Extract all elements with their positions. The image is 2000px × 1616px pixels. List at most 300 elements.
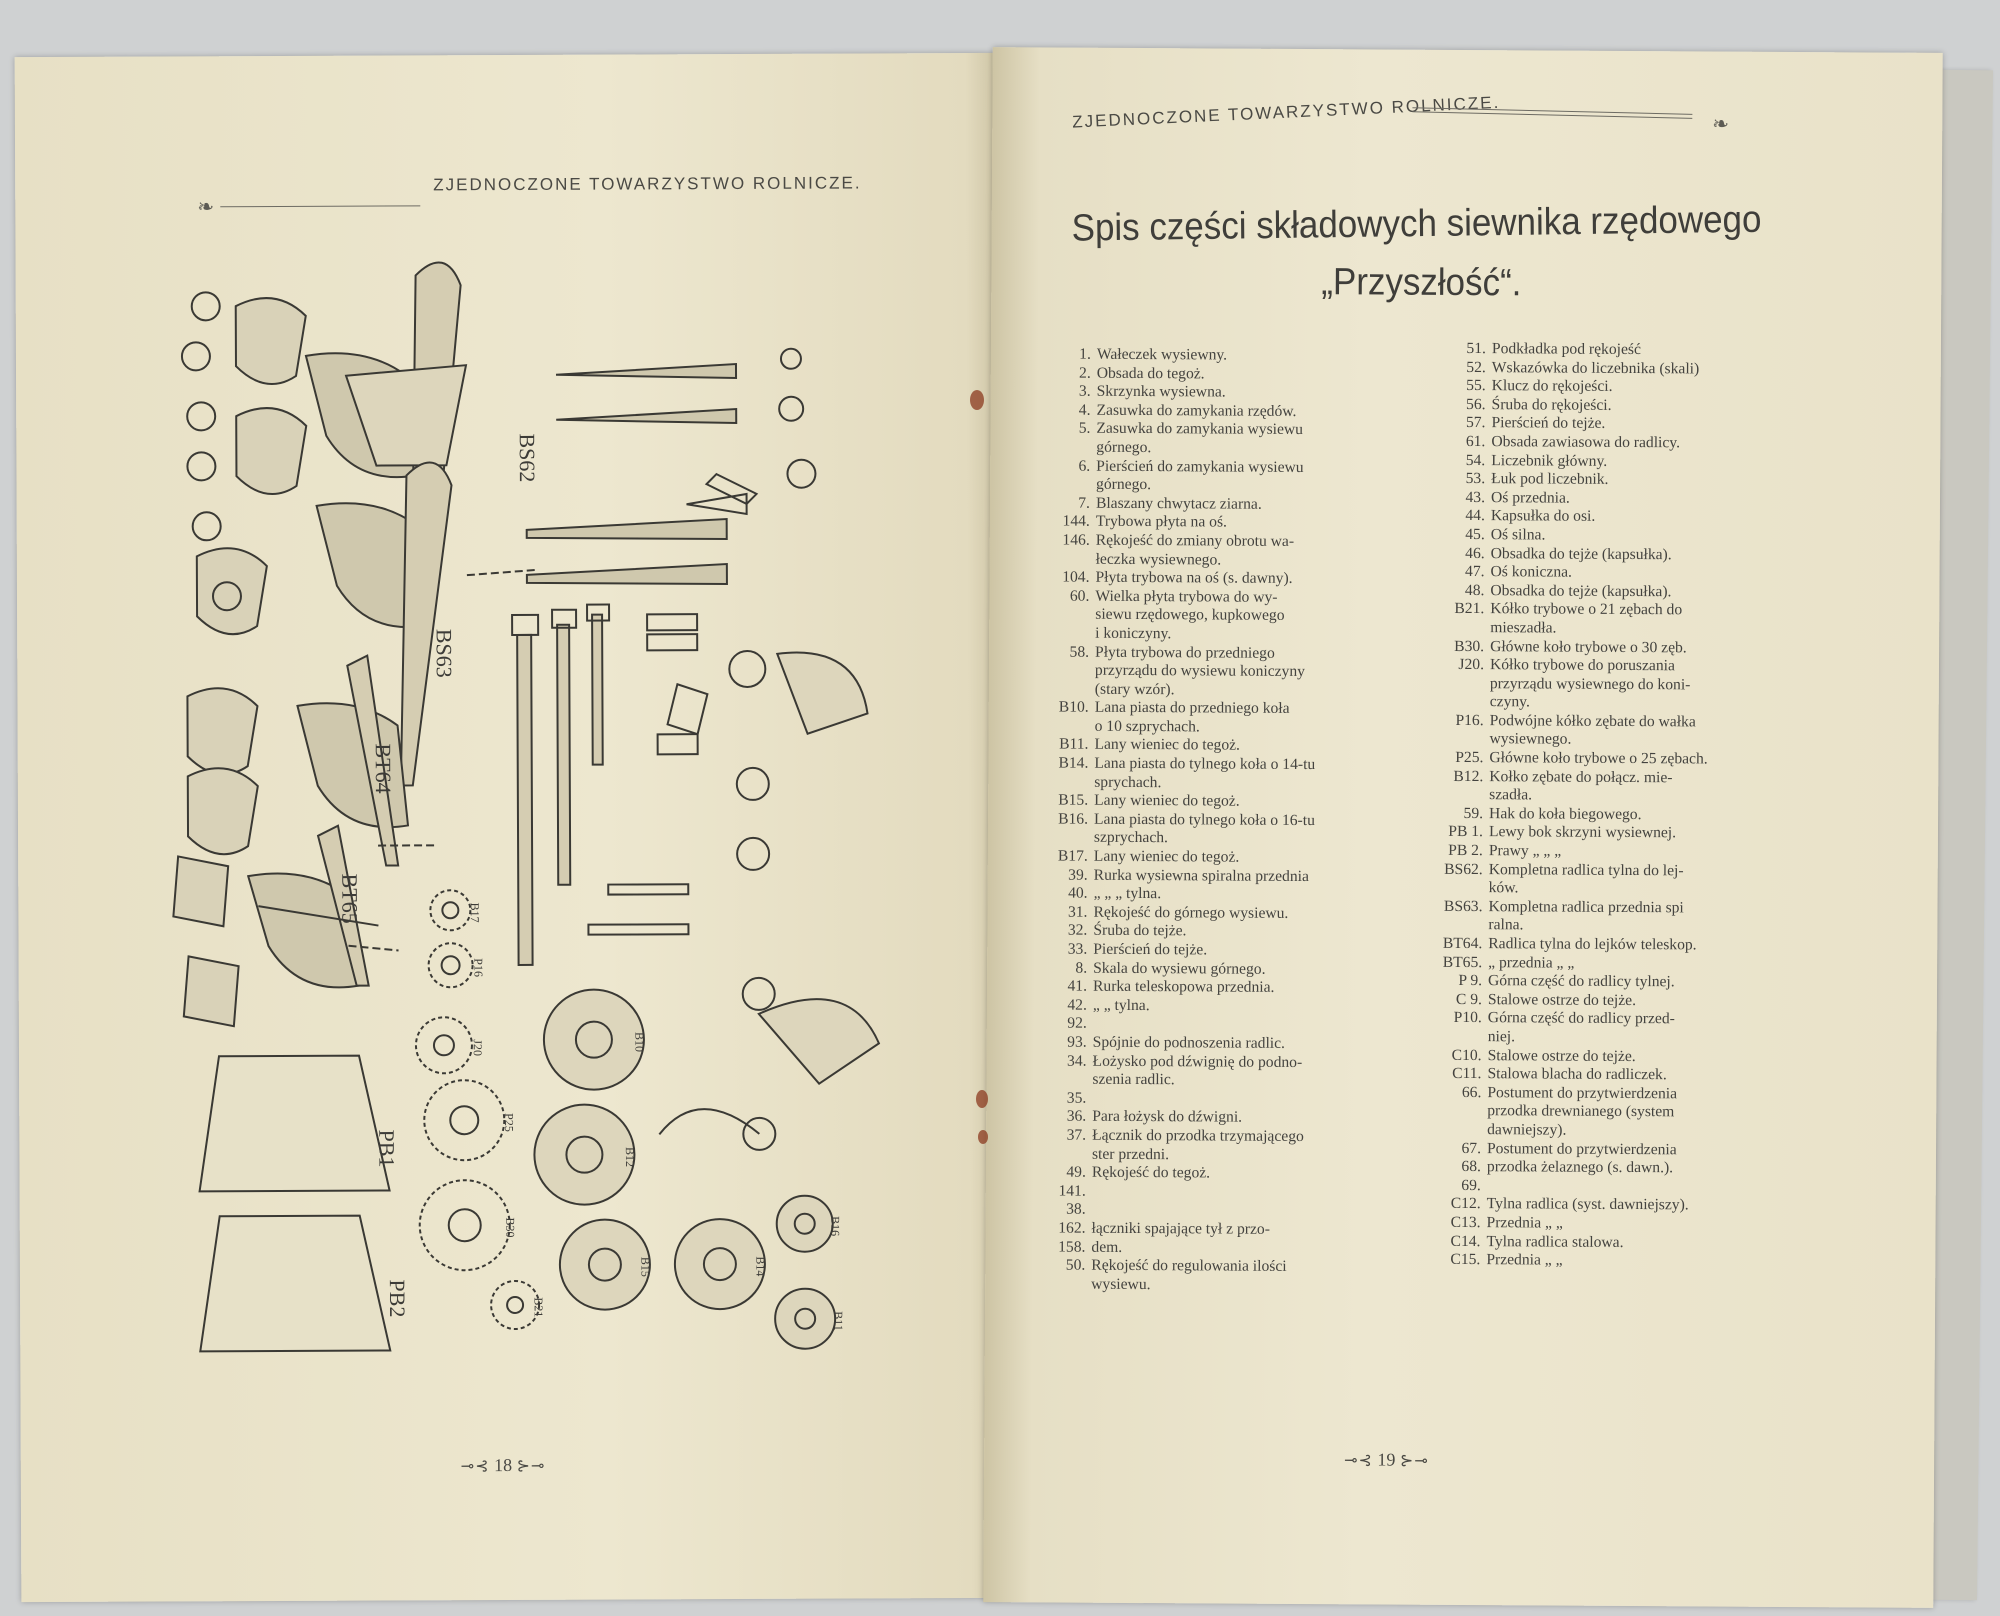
parts-list-entry	[1441, 1139, 1811, 1160]
running-head-right: ZJEDNOCZONE TOWARZYSTWO ROLNICZE.	[1071, 92, 1501, 132]
label-b10: B10	[632, 1031, 647, 1052]
parts-list-entry	[1441, 1177, 1811, 1198]
part-description: Para łożysk do dźwigni.	[1092, 1108, 1243, 1126]
parts-list-entry	[1444, 656, 1814, 677]
parts-list-entry	[1441, 1158, 1811, 1179]
parts-list-entry	[1051, 364, 1396, 385]
parts-list-entry	[1446, 358, 1816, 379]
parts-list-entry	[1445, 414, 1815, 435]
part-description: czyny.	[1489, 693, 1530, 711]
part-description: sprychach.	[1094, 773, 1162, 791]
parts-list-entry	[1442, 991, 1812, 1012]
label-b15: B15	[638, 1256, 653, 1277]
part-description: Skala do wysiewu górnego.	[1093, 959, 1266, 978]
part-description: Główne koło trybowe o 30 zęb.	[1490, 637, 1687, 656]
parts-list-entry	[1445, 451, 1815, 472]
parts-list-entry	[1049, 606, 1394, 627]
part-number: 50.	[1065, 1256, 1086, 1274]
part-number: 33.	[1067, 940, 1088, 958]
part-number	[1046, 1071, 1092, 1090]
ornament-right: ❧	[1712, 113, 1730, 136]
part-number: B14.	[1058, 754, 1089, 772]
part-number: BT65.	[1442, 953, 1483, 971]
parts-list-entry	[1442, 935, 1812, 956]
parts-list-entry	[1045, 1219, 1390, 1240]
part-description: Lewy bok skrzyni wysiewnej.	[1488, 823, 1677, 842]
part-description: Obsada zawiasowa do radlicy.	[1491, 433, 1681, 452]
part-number: B10.	[1058, 698, 1089, 716]
part-description: Obsadka do tejże (kapsułka).	[1490, 581, 1672, 600]
parts-list-entry	[1443, 786, 1813, 807]
parts-list-entry	[1445, 470, 1815, 491]
part-number: B17.	[1057, 847, 1088, 865]
part-number: C10.	[1451, 1046, 1482, 1064]
rust-stain	[970, 390, 984, 410]
part-number: BS62.	[1444, 860, 1483, 878]
page-number-left: ⊸⊰ 18 ⊱⊸	[460, 1454, 546, 1476]
parts-list-entry	[1051, 345, 1396, 366]
part-number: 144.	[1062, 512, 1090, 531]
label-b12: B12	[622, 1146, 637, 1168]
part-number: 40.	[1068, 884, 1088, 902]
part-number: 58.	[1069, 643, 1090, 661]
part-description: Prawy „ „ „	[1488, 842, 1562, 860]
part-number: 2.	[1079, 364, 1091, 382]
label-pb2: PB2	[384, 1279, 411, 1318]
part-number: 5.	[1078, 420, 1091, 438]
parts-list-entry	[1046, 1126, 1391, 1147]
parts-list-entry	[1440, 1251, 1810, 1272]
part-description: Spójnie do podnoszenia radlic.	[1092, 1033, 1286, 1052]
part-description: dawniejszy).	[1487, 1121, 1567, 1139]
parts-list-entry	[1047, 1033, 1392, 1054]
part-number: 8.	[1075, 959, 1088, 977]
parts-list-entry	[1046, 1164, 1391, 1185]
parts-list-entry	[1047, 959, 1392, 980]
parts-list-entry	[1443, 730, 1813, 751]
part-number: B21.	[1454, 600, 1485, 618]
label-p16: P16	[471, 958, 486, 978]
parts-list-entry	[1049, 643, 1394, 664]
part-description: szprychach.	[1093, 829, 1169, 847]
part-number: 48.	[1464, 581, 1485, 599]
parts-list-entry	[1443, 861, 1813, 882]
part-number: B16.	[1058, 810, 1089, 828]
part-description: Kompletna radlica tylna do lej-	[1488, 860, 1684, 879]
part-description: Śruba do tejże.	[1093, 922, 1187, 940]
parts-list-right-column	[1440, 340, 1816, 1272]
part-description: i koniczyny.	[1095, 624, 1172, 643]
part-description: przodka żelaznego (s. dawn.).	[1486, 1158, 1674, 1177]
part-description: Rurka wysiewna spiralna przednia	[1093, 866, 1309, 885]
part-number: 49.	[1066, 1163, 1086, 1181]
part-number: 61.	[1465, 432, 1486, 451]
part-number: 4.	[1078, 401, 1091, 419]
parts-list-entry	[1045, 1275, 1390, 1296]
part-number: C 9.	[1455, 990, 1483, 1008]
parts-list-entry	[1443, 768, 1813, 789]
part-description: Stalowe ostrze do tejże.	[1487, 1046, 1636, 1065]
part-number	[1441, 1102, 1487, 1121]
part-number: 7.	[1078, 494, 1091, 512]
part-number: 35.	[1066, 1089, 1087, 1107]
rust-stain	[978, 1130, 988, 1144]
parts-list-entry	[1047, 978, 1392, 999]
right-page	[983, 47, 1942, 1608]
parts-list-entry	[1444, 712, 1814, 733]
part-number	[1050, 438, 1096, 457]
parts-list-entry	[1045, 1238, 1390, 1259]
parts-list-entry	[1444, 582, 1814, 603]
part-number: 56.	[1466, 395, 1486, 413]
part-number: C14.	[1450, 1232, 1481, 1250]
parts-list-entry	[1047, 922, 1392, 943]
label-pb1: PB1	[374, 1129, 400, 1168]
part-description: Pierścień do zamykania wysiewu	[1096, 457, 1304, 476]
part-number: B11.	[1059, 736, 1089, 754]
part-number	[1444, 619, 1490, 638]
part-description: górnego.	[1096, 438, 1152, 457]
part-description: Blaszany chwytacz ziarna.	[1095, 494, 1262, 513]
parts-list-entry	[1441, 1065, 1811, 1086]
head-rule-right	[1412, 107, 1692, 119]
part-description: Płyta trybowa na oś (s. dawny).	[1095, 568, 1293, 588]
parts-list-entry	[1443, 749, 1813, 770]
part-description: wysiewu.	[1091, 1275, 1151, 1293]
parts-list-entry	[1050, 401, 1395, 422]
part-description: siewu rzędowego, kupkowego	[1095, 606, 1285, 625]
parts-list-entry	[1048, 755, 1393, 776]
parts-list-entry	[1442, 972, 1812, 993]
part-description: Zasuwka do zamykania wysiewu	[1096, 420, 1304, 439]
part-description: „ „ tylna.	[1092, 996, 1150, 1014]
part-description: ralna.	[1488, 916, 1524, 934]
parts-list-entry	[1046, 1201, 1391, 1222]
part-number: 3.	[1078, 382, 1091, 400]
parts-list-entry	[1442, 1046, 1812, 1067]
part-description: Lany wieniec do tegoż.	[1094, 736, 1241, 755]
parts-list-entry	[1046, 1089, 1391, 1110]
parts-list-entry	[1046, 1145, 1391, 1166]
part-number	[1443, 786, 1489, 805]
part-description: Wskazówka do liczebnika (skali)	[1491, 358, 1700, 378]
parts-list-entry	[1047, 996, 1392, 1017]
part-description: Lana piasta do tylnego koła o 16-tu	[1093, 810, 1315, 829]
part-number	[1443, 879, 1489, 898]
part-number: 41.	[1067, 977, 1088, 995]
part-number: 68.	[1461, 1158, 1481, 1176]
parts-list-entry	[1050, 457, 1395, 478]
part-description: Łuk pod liczebnik.	[1491, 470, 1609, 489]
document-title: Spis części składowych siewnika rzędowego	[1071, 198, 1762, 250]
part-description: Oś koniczna.	[1490, 563, 1573, 581]
part-number	[1444, 693, 1490, 712]
parts-list-entry	[1048, 866, 1393, 887]
part-description: Zasuwka do zamykania rzędów.	[1096, 401, 1297, 420]
ornament-left: ❧	[197, 196, 215, 219]
part-number: C15.	[1450, 1251, 1481, 1269]
label-b14: B14	[753, 1256, 768, 1277]
part-description	[1092, 1182, 1391, 1202]
part-description: Śruba do rękojeści.	[1491, 395, 1612, 414]
label-b30: B30	[503, 1217, 518, 1238]
part-description: Obsada do tegoż.	[1096, 364, 1205, 383]
part-description: Postument do przytwierdzenia	[1486, 1139, 1677, 1158]
part-description: łączniki spajające tył z przo-	[1091, 1219, 1270, 1238]
parts-list-entry	[1444, 675, 1814, 696]
parts-list-entry	[1441, 1195, 1811, 1216]
part-number: C11.	[1452, 1065, 1482, 1083]
part-description: wysiewnego.	[1489, 730, 1572, 749]
parts-list-entry	[1049, 699, 1394, 720]
part-number: 162.	[1058, 1219, 1086, 1237]
running-head-left: ZJEDNOCZONE TOWARZYSTWO ROLNICZE.	[433, 173, 862, 195]
part-number: 53.	[1465, 470, 1486, 488]
part-description: Kołko zębate do połącz. mie-	[1489, 767, 1673, 786]
part-description: Radlica tylna do lejków teleskop.	[1488, 935, 1697, 954]
parts-list-entry	[1442, 953, 1812, 974]
part-number	[1049, 662, 1095, 681]
part-number	[1050, 476, 1096, 495]
part-number: BS63.	[1443, 897, 1483, 915]
part-number	[1049, 624, 1095, 643]
parts-list-entry	[1446, 396, 1816, 417]
part-description: łeczka wysiewnego.	[1095, 550, 1222, 569]
part-description: Przednia „ „	[1486, 1251, 1563, 1269]
part-description: Skrzynka wysiewna.	[1096, 382, 1226, 401]
part-description: Łącznik do przodka trzymającego	[1092, 1126, 1304, 1145]
part-description: szenia radlic.	[1092, 1070, 1175, 1089]
part-description	[1487, 1177, 1811, 1198]
label-b17: B17	[467, 902, 482, 923]
part-description	[1092, 1201, 1391, 1221]
part-number: C13.	[1450, 1213, 1481, 1232]
parts-list-entry	[1049, 717, 1394, 738]
label-bt65: BT65	[337, 873, 363, 924]
part-number: 69.	[1461, 1176, 1481, 1194]
part-description: Pierścień do tejże.	[1491, 414, 1606, 433]
parts-list-entry	[1049, 569, 1394, 590]
parts-list-entry	[1050, 550, 1395, 571]
part-number: 92.	[1067, 1014, 1087, 1033]
parts-list-entry	[1442, 1009, 1812, 1030]
part-number: 31.	[1067, 903, 1088, 921]
part-number	[1049, 680, 1095, 699]
part-description: Płyta trybowa do przedniego	[1095, 643, 1275, 662]
part-description: Oś silna.	[1490, 526, 1546, 544]
part-description: ster przedni.	[1091, 1145, 1170, 1163]
part-number: 44.	[1465, 507, 1485, 525]
part-description: Przednia „ „	[1486, 1214, 1563, 1232]
part-description: Lana piasta do tylnego koła o 14-tu	[1094, 754, 1316, 774]
label-b11: B11	[831, 1311, 846, 1331]
parts-list-left-column	[1045, 345, 1396, 1295]
part-description: Rękojeść do tegoż.	[1091, 1163, 1211, 1182]
part-description: Postument do przytwierdzenia	[1487, 1083, 1678, 1103]
part-number: 51.	[1466, 340, 1486, 358]
part-number: 46.	[1465, 544, 1485, 562]
part-description: Wałeczek wysiewny.	[1096, 345, 1228, 364]
label-bt64: BT64	[370, 743, 396, 794]
part-number: 93.	[1067, 1033, 1087, 1051]
parts-list-entry	[1048, 829, 1393, 850]
part-description: „ przednia „ „	[1488, 953, 1575, 972]
parts-list-entry	[1444, 637, 1814, 658]
parts-list-entry	[1050, 438, 1395, 459]
parts-list-entry	[1049, 624, 1394, 645]
part-description: Klucz do rękojeści.	[1491, 377, 1613, 396]
part-number: 158.	[1058, 1238, 1086, 1256]
part-description: Rękojeść do zmiany obrotu wa-	[1095, 531, 1295, 550]
part-number: PB 2.	[1448, 841, 1483, 860]
page-number-right: ⊸⊰ 19 ⊱⊸	[1344, 1449, 1429, 1470]
part-description: Stalowe ostrze do tejże.	[1487, 990, 1637, 1009]
part-description	[1093, 1015, 1392, 1035]
part-description: ków.	[1488, 879, 1519, 897]
part-number: 6.	[1078, 457, 1091, 475]
part-number: 37.	[1066, 1126, 1087, 1144]
part-description: szadła.	[1489, 786, 1533, 804]
part-number: PB 1.	[1448, 823, 1484, 841]
part-description: przyrządu do wysiewu koniczyny	[1094, 661, 1306, 681]
parts-list-entry	[1047, 940, 1392, 961]
part-description: mieszadła.	[1490, 619, 1557, 637]
parts-list-entry	[1442, 916, 1812, 937]
rust-stain	[976, 1090, 988, 1108]
part-number: 38.	[1066, 1200, 1086, 1219]
part-number: 34.	[1067, 1052, 1087, 1070]
part-number: 54.	[1465, 451, 1486, 469]
part-description: dem.	[1091, 1238, 1123, 1256]
part-description: Łożysko pod dźwignię do podno-	[1092, 1052, 1303, 1071]
left-page	[15, 53, 1002, 1602]
parts-list-entry	[1441, 1084, 1811, 1105]
part-description: Podwójne kółko zębate do wałka	[1489, 712, 1696, 731]
parts-list-entry	[1442, 898, 1812, 919]
parts-list-entry	[1443, 879, 1813, 900]
part-number: 66.	[1461, 1083, 1482, 1101]
part-description: Górna część do radlicy przed-	[1487, 1009, 1675, 1028]
parts-list-entry	[1049, 662, 1394, 683]
part-description: przyrządu wysiewnego do koni-	[1489, 674, 1691, 694]
parts-list-entry	[1444, 600, 1814, 621]
part-number: 141.	[1058, 1182, 1086, 1200]
parts-list-entry	[1048, 885, 1393, 906]
part-description: Kółko trybowe do poruszania	[1489, 656, 1675, 675]
part-description: Tylna radlica (syst. dawniejszy).	[1486, 1195, 1689, 1214]
parts-list-entry	[1444, 619, 1814, 640]
part-number	[1046, 1145, 1092, 1164]
part-number: 43.	[1465, 488, 1486, 506]
part-description: Lana piasta do przedniego koła	[1094, 699, 1290, 718]
parts-list-entry	[1046, 1108, 1391, 1129]
parts-list-entry	[1445, 507, 1815, 528]
parts-list-entry	[1445, 489, 1815, 510]
part-number: 59.	[1463, 804, 1484, 822]
parts-list-entry	[1445, 433, 1815, 454]
part-description: Kółko trybowe o 21 zębach do	[1490, 600, 1683, 619]
part-description: Liczebnik główny.	[1491, 451, 1608, 470]
label-b21: B21	[531, 1297, 546, 1318]
part-number: B15.	[1058, 791, 1089, 809]
part-description: Główne koło trybowe o 25 zębach.	[1489, 749, 1708, 768]
part-description: przodka drewnianego (system	[1487, 1102, 1675, 1121]
part-number: BT64.	[1442, 934, 1483, 953]
parts-list-entry	[1050, 476, 1395, 497]
part-number: 36.	[1066, 1107, 1087, 1126]
part-number: P10.	[1453, 1009, 1482, 1027]
part-number	[1444, 675, 1490, 694]
part-number: P16.	[1455, 711, 1484, 729]
parts-list-entry	[1050, 420, 1395, 441]
parts-list-entry	[1048, 810, 1393, 831]
part-description: Lany wieniec do tegoż.	[1094, 791, 1240, 810]
label-bs63: BS63	[431, 628, 457, 678]
part-description: Trybowa płyta na oś.	[1095, 513, 1228, 531]
part-description: Hak do koła biegowego.	[1489, 805, 1642, 823]
part-description: Oś przednia.	[1490, 488, 1570, 507]
parts-list-entry	[1443, 805, 1813, 826]
part-description: Wielka płyta trybowa do wy-	[1095, 587, 1278, 606]
label-b16: B16	[828, 1216, 843, 1237]
parts-list-entry	[1440, 1232, 1810, 1253]
part-description: Górna część do radlicy tylnej.	[1488, 972, 1675, 991]
part-number: 55.	[1466, 377, 1486, 395]
part-number	[1048, 829, 1094, 848]
parts-list-entry	[1046, 1182, 1391, 1203]
part-description: Kompletna radlica przednia spi	[1488, 897, 1684, 917]
parts-list-entry	[1443, 823, 1813, 844]
parts-list-entry	[1441, 1102, 1811, 1123]
part-number	[1049, 717, 1095, 736]
part-description: Obsadka do tejże (kapsułka).	[1490, 544, 1672, 563]
part-number: C12.	[1450, 1195, 1481, 1213]
parts-list-entry	[1445, 544, 1815, 565]
part-description: Rurka teleskopowa przednia.	[1092, 977, 1275, 997]
part-description: o 10 szprychach.	[1094, 717, 1200, 736]
part-description: Podkładka pod rękojeść	[1491, 340, 1641, 359]
parts-list-entry	[1049, 587, 1394, 608]
parts-list-entry	[1048, 847, 1393, 868]
part-number	[1443, 730, 1489, 749]
part-number	[1441, 1121, 1487, 1140]
part-number	[1050, 550, 1096, 569]
parts-list-entry	[1047, 903, 1392, 924]
parts-list-entry	[1047, 1015, 1392, 1036]
part-number: 67.	[1461, 1139, 1482, 1157]
part-number: 47.	[1465, 563, 1485, 581]
part-number	[1442, 916, 1488, 935]
parts-list-entry	[1441, 1214, 1811, 1235]
parts-list-entry	[1446, 340, 1816, 361]
part-description: niej.	[1487, 1028, 1516, 1046]
parts-list-entry	[1050, 531, 1395, 552]
parts-list-entry	[1048, 773, 1393, 794]
document-title-name: „Przyszłość“.	[1321, 261, 1522, 305]
parts-list-entry	[1048, 792, 1393, 813]
parts-list-entry	[1046, 1071, 1391, 1092]
part-number: B12.	[1453, 767, 1484, 785]
part-description: Tylna radlica stalowa.	[1486, 1232, 1624, 1251]
parts-list-entry	[1445, 563, 1815, 584]
part-number: P 9.	[1458, 972, 1483, 990]
part-description: Stalowa blacha do radliczek.	[1487, 1065, 1667, 1084]
parts-illustration	[15, 53, 1002, 1602]
label-bs62: BS62	[514, 433, 540, 483]
parts-list-entry	[1442, 1028, 1812, 1049]
part-description: „ „ „ tylna.	[1093, 884, 1162, 903]
parts-list-entry	[1051, 383, 1396, 404]
